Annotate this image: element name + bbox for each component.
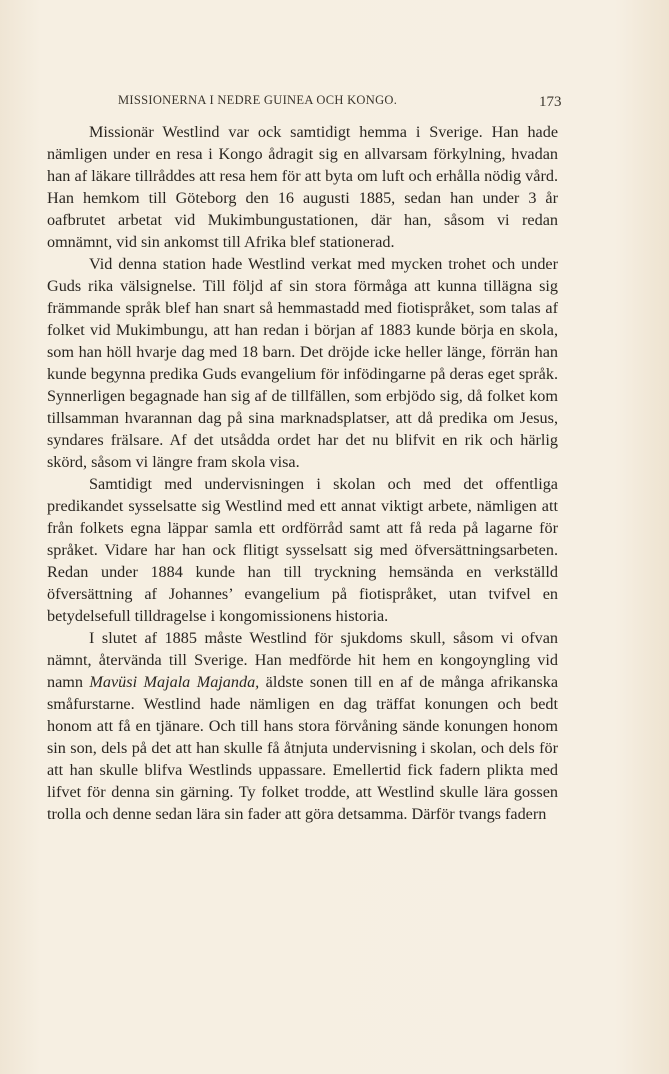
person-name: Mavüsi Majala Majanda, (89, 673, 260, 691)
page-number: 173 (539, 94, 562, 110)
paragraph-4-start: I slutet af 1885 måste Westlind för sjukdoms skull, såsom vi ofvan nämnt, återvända till Sverige. Han medförde hit hem en kongoyngling vid namn (47, 629, 558, 691)
body-text (47, 121, 558, 825)
paragraph-4 (47, 627, 558, 825)
page-header (0, 93, 669, 113)
paragraph-2: Vid denna station hade Westlind verkat med mycken trohet och under Guds rika välsignelse. Till följd af sin stora förmåga att kunna tillägna sig främmande språk blef han snart så hemmastadd med fiotispråket, som talas af folket vid Mukimbungu, att han redan i början af 1883 kunde börja en skola, som han höll hvarje dag med 18 barn. Det dröjde icke heller länge, förrän han kunde begynna predika Guds evangelium för infödingarne på deras eget språk. Synnerligen begagnade han sig af de tillfällen, som erbjödo sig, då folket kom tillsamman hvarannan dag på sina marknadsplatser, att då predika om Jesus, syndares frälsare. Af det utsådda ordet har det nu blifvit en rik och härlig skörd, såsom vi längre fram skola visa. (47, 255, 558, 471)
running-title: MISSIONERNA I NEDRE GUINEA OCH KONGO. (118, 93, 398, 107)
paragraph-4-end: äldste sonen till en af de många afrikanska småfurstarne. Westlind hade nämligen en dag träffat konungen och bedt honom att få en tjänare. Och till hans stora förvåning sände konungen honom sin son, dels på det att han skulle få åtnjuta undervisning i skolan, och dels för att han skulle blifva Westlinds uppassare. Emellertid fick fadern plikta med lifvet för denna sin gärning. Ty folket trodde, att Westlind skulle lära gossen trolla och denne sedan lära sin fader att göra detsamma. Därför tvangs fadern (47, 673, 558, 823)
paragraph-1: Missionär Westlind var ock samtidigt hemma i Sverige. Han hade nämligen under en resa i Kongo ådragit sig en allvarsam förkylning, hvadan han af läkare tillråddes att resa hem för att byta om luft och erhålla nödig vård. Han hemkom till Göteborg den 16 augusti 1885, sedan han under 3 år oafbrutet arbetat vid Mukimbungustationen, där han, såsom vi redan omnämnt, vid sin ankomst till Afrika blef stationerad. (47, 123, 558, 251)
paragraph-3: Samtidigt med undervisningen i skolan och med det offentliga predikandet sysselsatte sig Westlind med ett annat viktigt arbete, nämligen att från folkets egna läppar samla ett ordförråd samt att få reda på lagarne för språket. Vidare har han ock flitigt sysselsatt sig med öfversättningsarbeten. Redan under 1884 kunde han till tryckning hemsända en verkställd öfversättning af Johannes’ evangelium på fiotispråket, utan tvifvel en betydelsefull tilldragelse i kongomissionens historia. (47, 475, 558, 625)
